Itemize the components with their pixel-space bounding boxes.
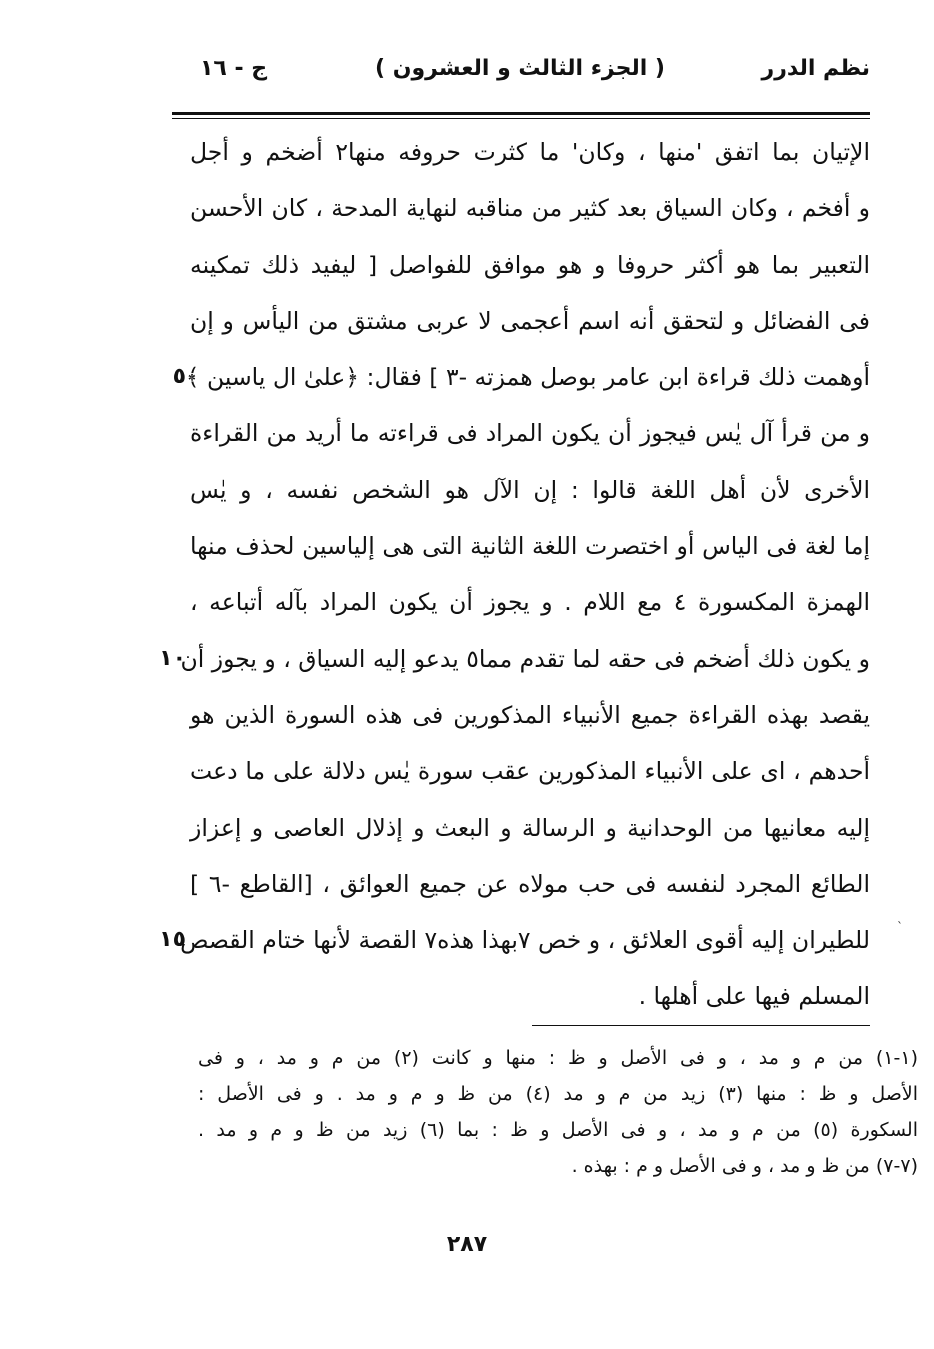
line-text: أوهمت ذلك قراءة ابن عامر بوصل همزته -٣ ] فقال: ﴿علىٰ ال ياسين ﴾	[185, 363, 870, 392]
text-line	[150, 405, 870, 461]
text-line	[150, 856, 870, 912]
text-line	[150, 180, 870, 236]
line-text: و أفخم ، وكان السياق بعد كثير من مناقبه لنهاية المدحة ، كان الأحسن	[190, 194, 870, 223]
text-line	[150, 462, 870, 518]
header-volume: ج - ١٦	[200, 56, 268, 81]
footnote-line: (١-١) من م و مد ، و فى الأصل و ظ : منها و كانت (٢) من م و مد ، و فى	[198, 1047, 918, 1069]
text-line	[150, 912, 870, 968]
text-line	[150, 800, 870, 856]
line-number: ١٥	[159, 927, 186, 953]
footnote-line: الأصل و ظ : منها (٣) زيد من م و مد (٤) من ظ و م و مد . و فى الأصل :	[198, 1083, 918, 1105]
line-text: و من قرأ آل يٰس فيجوز أن يكون المراد فى قراءته ما أريد من القراءة	[190, 419, 870, 448]
text-line	[150, 124, 870, 180]
header-rule-thin	[172, 118, 870, 119]
line-number: ١٠	[159, 645, 186, 671]
line-text: الهمزة المكسورة ٤ مع اللام . و يجوز أن يكون المراد بآله أتباعه ،	[190, 588, 870, 617]
margin-mark: ˋ	[897, 920, 903, 934]
line-text: إليه معانيها من الوحدانية و الرسالة و البعث و إذلال العاصى و إعزاز	[190, 813, 870, 842]
line-text: الأخرى لأن أهل اللغة قالوا : إن الآل هو الشخص نفسه ، و يٰس	[190, 475, 870, 504]
text-line	[150, 293, 870, 349]
text-line	[150, 687, 870, 743]
line-text: أحدهم ، اى على الأنبياء المذكورين عقب سورة يٰس دلالة على ما دعت	[190, 757, 870, 786]
text-line	[150, 968, 870, 1024]
text-line	[150, 631, 870, 687]
line-text: التعبير بما هو أكثر حروفا و هو موافق للفواصل [ ليفيد ذلك تمكينه	[190, 250, 870, 279]
line-text: إما لغة فى الياس أو اختصرت اللغة الثانية التى هى إلياسين لحذف منها	[190, 532, 870, 561]
line-number: ٥	[172, 364, 186, 390]
running-header	[170, 56, 870, 96]
line-text: الإتيان بما اتفق 'منها ، وكان' ما كثرت حروفه منها٢ أضخم و أجل	[190, 138, 870, 166]
header-book-title: نظم الدرر	[761, 56, 870, 81]
main-text	[150, 124, 870, 1025]
footnotes	[198, 1040, 918, 1184]
text-line	[150, 349, 870, 405]
header-part-title: ( الجزء الثالث و العشرون )	[374, 56, 665, 81]
line-text: يقصد بهذه القراءة جميع الأنبياء المذكورين فى هذه السورة الذين هو	[190, 700, 870, 729]
footnote-line: السكورة (٥) من م و مد ، و فى الأصل و ظ : بما (٦) زيد من ظ و م و مد .	[198, 1119, 918, 1141]
text-line	[150, 237, 870, 293]
line-text: فى الفضائل و لتحقق أنه اسم أعجمى لا عربى مشتق من اليأس و إن	[190, 306, 870, 335]
line-text: الطائع المجرد لنفسه فى حب مولاه عن جميع العوائق ، [القاطع -٦ ]	[190, 869, 870, 898]
text-line	[150, 518, 870, 574]
page-number: ٢٨٧	[446, 1232, 488, 1257]
line-text: للطيران إليه أقوى العلائق ، و خص ٧بهذا هذه٧ القصة لأنها ختام القصص	[180, 926, 870, 955]
footnote-rule	[532, 1025, 870, 1026]
footnote-line: (٧-٧) من ظ و مد ، و فى الأصل و م : بهذه .	[571, 1155, 918, 1177]
line-text: المسلم فيها على أهلها .	[638, 982, 870, 1011]
line-text: و يكون ذلك أضخم فى حقه لما تقدم مما٥ يدعو إليه السياق ، و يجوز أن	[180, 644, 870, 673]
text-line	[150, 743, 870, 799]
header-rule	[172, 112, 870, 115]
text-line	[150, 574, 870, 630]
